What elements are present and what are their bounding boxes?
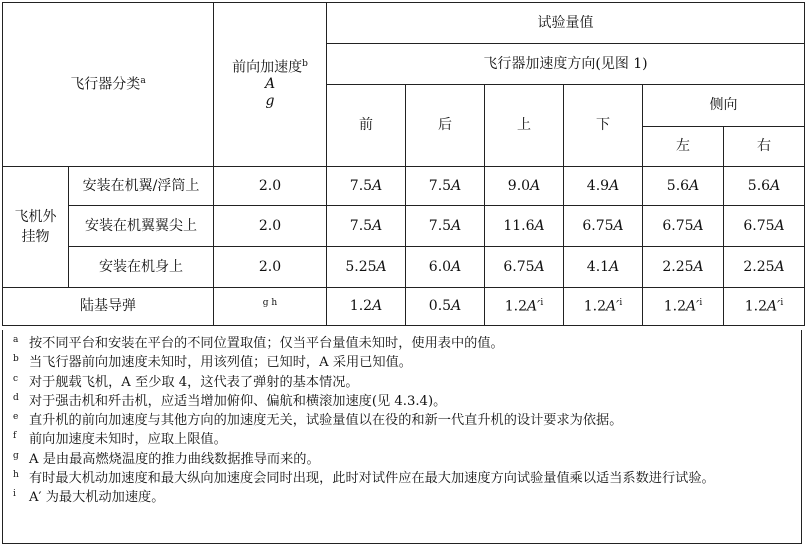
cell: 2.25A [724, 247, 805, 288]
row-label: 安装在机翼翼尖上 [69, 206, 214, 247]
footnote: g A 是由最高燃烧温度的推力曲线数据推导而来的。 [13, 450, 320, 467]
col-up: 上 [485, 85, 564, 167]
group-label: 飞机外挂物 [3, 167, 69, 288]
row-label: 安装在机翼/浮筒上 [69, 167, 214, 206]
cell: 9.0A [485, 167, 564, 206]
col-down: 下 [564, 85, 643, 167]
col-fore: 前 [327, 85, 406, 167]
col-right: 右 [724, 127, 805, 167]
test-value-header: 试验量值 [327, 3, 805, 44]
cell: $1.2A'^i$ [724, 288, 805, 326]
table-row [3, 167, 805, 206]
cell: 6.75A [485, 247, 564, 288]
cell: 7.5A [327, 167, 406, 206]
cell: 11.6A [485, 206, 564, 247]
cell: 4.9A [564, 167, 643, 206]
cell: $1.2A'^i$ [564, 288, 643, 326]
cell: 0.5A [406, 288, 485, 326]
footnote: h 有时最大机动加速度和最大纵向加速度会同时出现，此时对试件应在最大加速度方向试验量值乘以适当系数进行试验。 [13, 470, 715, 487]
footnote: f 前向加速度未知时，应取上限值。 [13, 431, 227, 448]
cell: 2.25A [643, 247, 724, 288]
cell: 1.2A [327, 288, 406, 326]
row-label: 安装在机身上 [69, 247, 214, 288]
direction-header: 飞行器加速度方向(见图 1) [327, 44, 805, 85]
footnote: a 按不同平台和安装在平台的不同位置取值；仅当平台量值未知时，使用表中的值。 [13, 335, 504, 351]
footnote: d 对于强击机和歼击机，应适当增加俯仰、偏航和横滚加速度(见 4.3.4)。 [13, 392, 447, 409]
cell: 6.75A [724, 206, 805, 247]
table-row [3, 288, 805, 326]
footnote: c 对于舰载飞机，A 至少取 4，这代表了弹射的基本情况。 [13, 373, 359, 390]
cell: $1.2A'^i$ [643, 288, 724, 326]
cell: 4.1A [564, 247, 643, 288]
cell: 6.0A [406, 247, 485, 288]
cell: 5.25A [327, 247, 406, 288]
cell: 5.6A [643, 167, 724, 206]
footnote: b 当飞行器前向加速度未知时，用该列值；已知时，A 采用已知值。 [13, 354, 412, 371]
cell: $1.2A'^i$ [485, 288, 564, 326]
cell: 6.75A [643, 206, 724, 247]
category-header: 飞行器分类$^a$ [3, 3, 214, 167]
table-row [3, 247, 805, 288]
footnotes [2, 330, 802, 544]
acceleration-table [2, 2, 805, 326]
col-lateral: 侧向 [643, 85, 805, 127]
row-label: 陆基导弹 [3, 288, 214, 326]
col-left: 左 [643, 127, 724, 167]
footnote: e 直升机的前向加速度与其他方向的加速度无关，试验量值以在役的和新一代直升机的设计要求为依据。 [13, 412, 623, 429]
col-aft: 后 [406, 85, 485, 167]
footnote: i A′ 为最大机动加速度。 [13, 489, 165, 506]
cell: 2.0 [214, 247, 327, 288]
cell: 2.0 [214, 206, 327, 247]
cell: 5.6A [724, 167, 805, 206]
forward-accel-header: 前向加速度$^b$ A g [214, 3, 327, 167]
cell: g h [214, 288, 327, 326]
cell: 7.5A [406, 167, 485, 206]
cell: 7.5A [406, 206, 485, 247]
cell: 2.0 [214, 167, 327, 206]
table-row [3, 206, 805, 247]
cell: 7.5A [327, 206, 406, 247]
cell: 6.75A [564, 206, 643, 247]
